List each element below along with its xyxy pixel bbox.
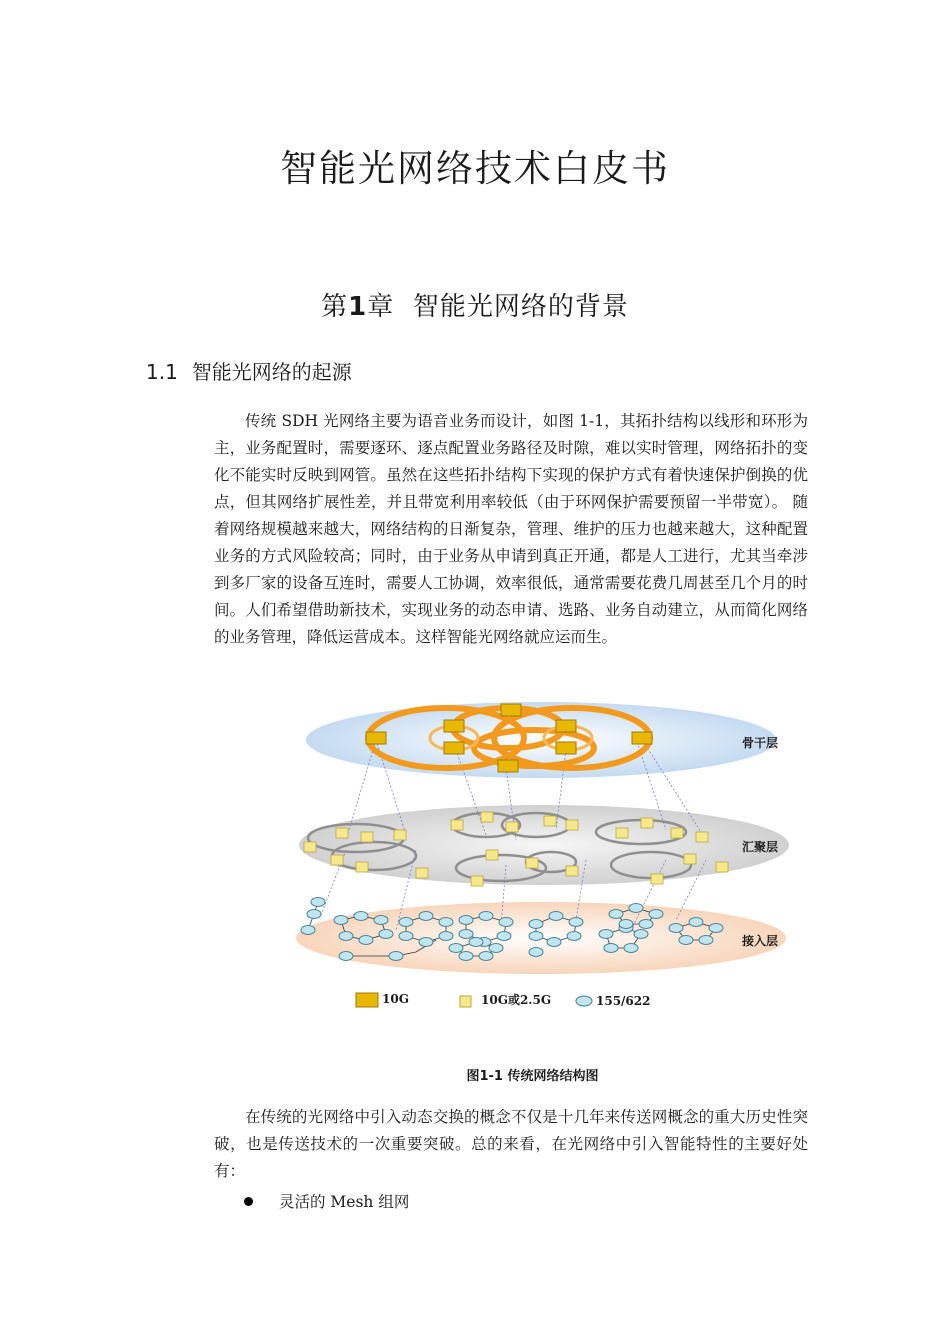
network-structure-figure <box>286 690 826 1020</box>
chapter-heading <box>0 286 950 323</box>
bullet-icon <box>244 1197 253 1206</box>
list-item <box>244 1190 409 1212</box>
chapter-title: 智能光网络的背景 <box>412 292 629 322</box>
label-backbone-layer: 骨干层 <box>742 736 779 750</box>
list-item-text: 灵活的 Mesh 组网 <box>279 1193 410 1211</box>
label-access-layer: 接入层 <box>742 934 779 948</box>
section-title: 智能光网络的起源 <box>191 360 352 384</box>
legend-10g-25g-label: 10G或2.5G <box>481 993 552 1007</box>
label-aggregation-layer: 汇聚层 <box>742 840 779 854</box>
legend-155-swatch <box>576 996 592 1006</box>
chapter-number: 第1章 <box>321 292 395 322</box>
document-title: 智能光网络技术白皮书 <box>280 147 670 190</box>
legend-10g-25g-swatch <box>460 996 471 1007</box>
legend-155-label: 155/622 <box>596 994 651 1008</box>
section-heading <box>146 356 352 385</box>
legend-10g-swatch <box>356 993 378 1007</box>
paragraph-benefits: 在传统的光网络中引入动态交换的概念不仅是十几年来传送网概念的重大历史性突破，也是传送技术的一次重要突破。总的来看，在光网络中引入智能特性的主要好处有： <box>214 1108 808 1180</box>
section-number: 1.1 <box>146 360 178 384</box>
paragraph-origin: 传统 SDH 光网络主要为语音业务而设计，如图 1-1，其拓扑结构以线形和环形为主，业务配置时，需要逐环、逐点配置业务路径及时隙，难以实时管理，网络拓扑的变化不能实时反映到网管。虽然在这些拓扑结构下实现的保护方式有着快速保护倒换的优点，但其网络扩展性差，并且带宽利用率较低（由于环网保护需要预留一半带宽）。 随着网络规模越来越大，网络结构的日渐复杂，管理、维护的压力也越来越大，这种配置业务的方式风险较高；同时，由于业务从申请到真正开通，都是人工进行，尤其当牵涉到多厂家的设备互连时，需要人工协调，效率很低，通常需要花费几周甚至几个月的时间。人们希望借助新技术，实现业务的动态申请、选路、业务自动建立，从而简化网络的业务管理，降低运营成本。这样智能光网络就应运而生。 <box>214 412 808 646</box>
legend-10g-label: 10G <box>382 992 409 1006</box>
figure-caption: 图1-1 传统网络结构图 <box>466 1069 599 1084</box>
